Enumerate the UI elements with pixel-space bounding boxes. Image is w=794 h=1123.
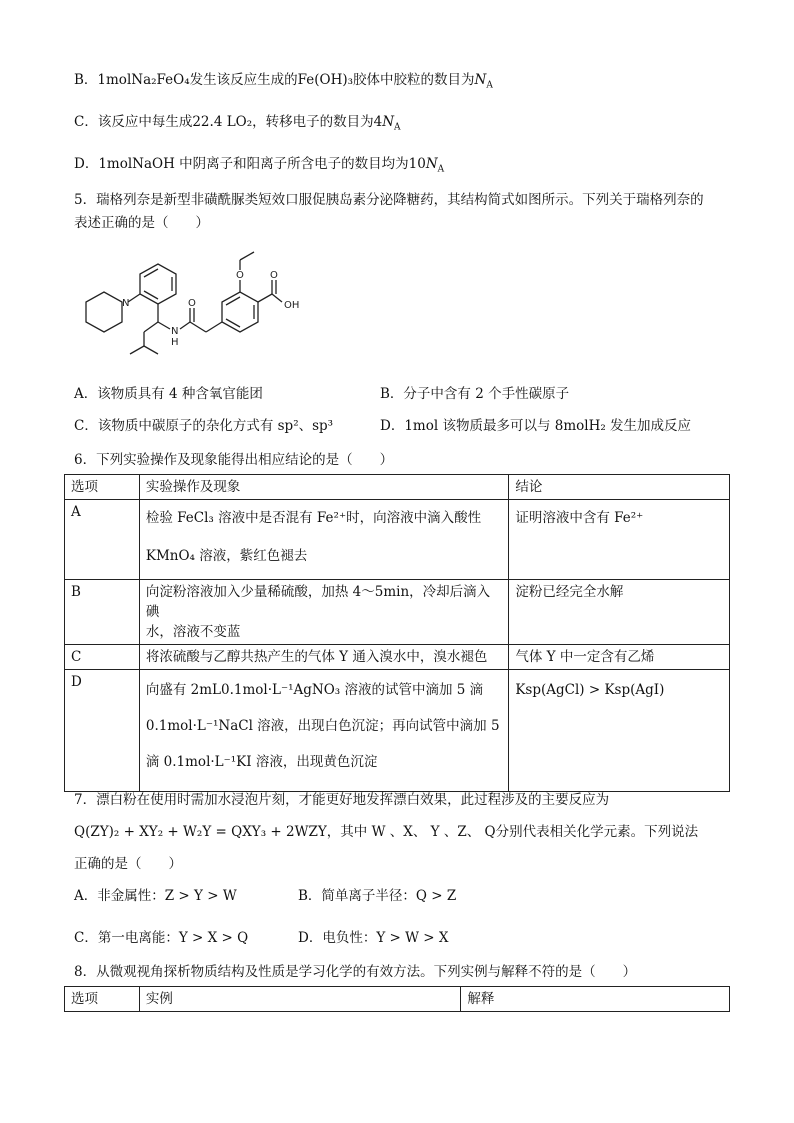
table-row: A 检验 FeCl₃ 溶液中是否混有 Fe²⁺时，向溶液中滴入酸性 KMnO₄ 溶液，紫红色褪去 证明溶液中含有 Fe²⁺ [65,500,730,580]
label-o-ether: O [236,270,244,281]
q7-stem-line2: Q(ZY)₂ + XY₂ + W₂Y = QXY₃ + 2WZY，其中 W 、X、 Y 、Z、 Q分别代表相关化学元素。下列说法 [74,824,699,840]
q5-stem-line1: 5．瑞格列奈是新型非磺酰脲类短效口服促胰岛素分泌降糖药，其结构简式如图所示。下列关于瑞格列奈的 [74,192,704,208]
q7-stem-line3: 正确的是（ ） [74,856,182,872]
q6-stem: 6．下列实验操作及现象能得出相应结论的是（ ） [74,452,394,468]
q5-options-row1 [74,384,569,404]
q5-options-row2 [74,416,691,436]
repaglinide-structure [78,246,306,366]
q8-table [64,986,730,1012]
label-oh: OH [284,300,300,311]
q7-options-row1 [74,886,456,906]
q6-table [64,474,730,792]
label-h-amide: H [171,337,179,348]
q5-stem-line2: 表述正确的是（ ） [74,215,209,231]
q7-option-c: C．第一电离能：Y > X > Q [74,930,249,946]
benzene-ring-2 [222,292,258,332]
label-o-amide: O [188,298,196,309]
q4-option-d: D．1molNaOH 中阴离子和阳离子所含电子的数目均为$10N_A$ [74,156,445,175]
q5-option-a: A．该物质具有 4 种含氧官能团 [74,386,263,402]
q5-option-d: D．1mol 该物质最多可以与 8molH₂ 发生加成反应 [380,418,692,434]
table-row: C 将浓硫酸与乙醇共热产生的气体 Y 通入溴水中，溴水褪色 气体 Y 中一定含有乙烯 [65,645,730,670]
q4-option-c: C．该反应中每生成22.4 LO₂，转移电子的数目为$4N_A$ [74,114,401,133]
table-row: B 向淀粉溶液加入少量稀硫酸，加热 4～5min，冷却后滴入碘 水，溶液不变蓝 淀粉已经完全水解 [65,580,730,645]
table-header-row: 选项 实例 解释 [65,987,730,1012]
label-o-acid: O [270,270,278,281]
table-header-row: 选项 实验操作及现象 结论 [65,475,730,500]
q5-option-c: C．该物质中碳原子的杂化方式有 sp²、sp³ [74,418,334,434]
label-n-amide: N [171,326,179,337]
piperidine-ring [86,292,122,332]
table-row: D 向盛有 2mL0.1mol·L⁻¹AgNO₃ 溶液的试管中滴加 5 滴 0.1mol·L⁻¹NaCl 溶液，出现白色沉淀；再向试管中滴加 5 滴 0.1mol·L⁻¹KI 溶液，出现黄色沉淀 Ksp(AgCl) > Ksp(AgI) [65,670,730,792]
q8-stem: 8．从微观视角探析物质结构及性质是学习化学的有效方法。下列实例与解释不符的是（ ） [74,964,637,980]
q7-options-row2 [74,928,449,948]
label-n-ring: N [122,298,130,309]
q7-option-a: A．非金属性：Z > Y > W [74,888,237,904]
benzene-ring-1 [140,264,176,304]
q4-option-b: B．1molNa₂FeO₄发生该反应生成的Fe(OH)₃胶体中胶粒的数目为$N_A$ [74,72,493,91]
q5-option-b: B．分子中含有 2 个手性碳原子 [380,386,570,402]
q7-option-b: B．简单离子半径：Q > Z [298,888,457,904]
q7-stem-line1: 7．漂白粉在使用时需加水浸泡片刻，才能更好地发挥漂白效果，此过程涉及的主要反应为 [74,792,610,808]
q7-option-d: D．电负性：Y > W > X [298,930,449,946]
